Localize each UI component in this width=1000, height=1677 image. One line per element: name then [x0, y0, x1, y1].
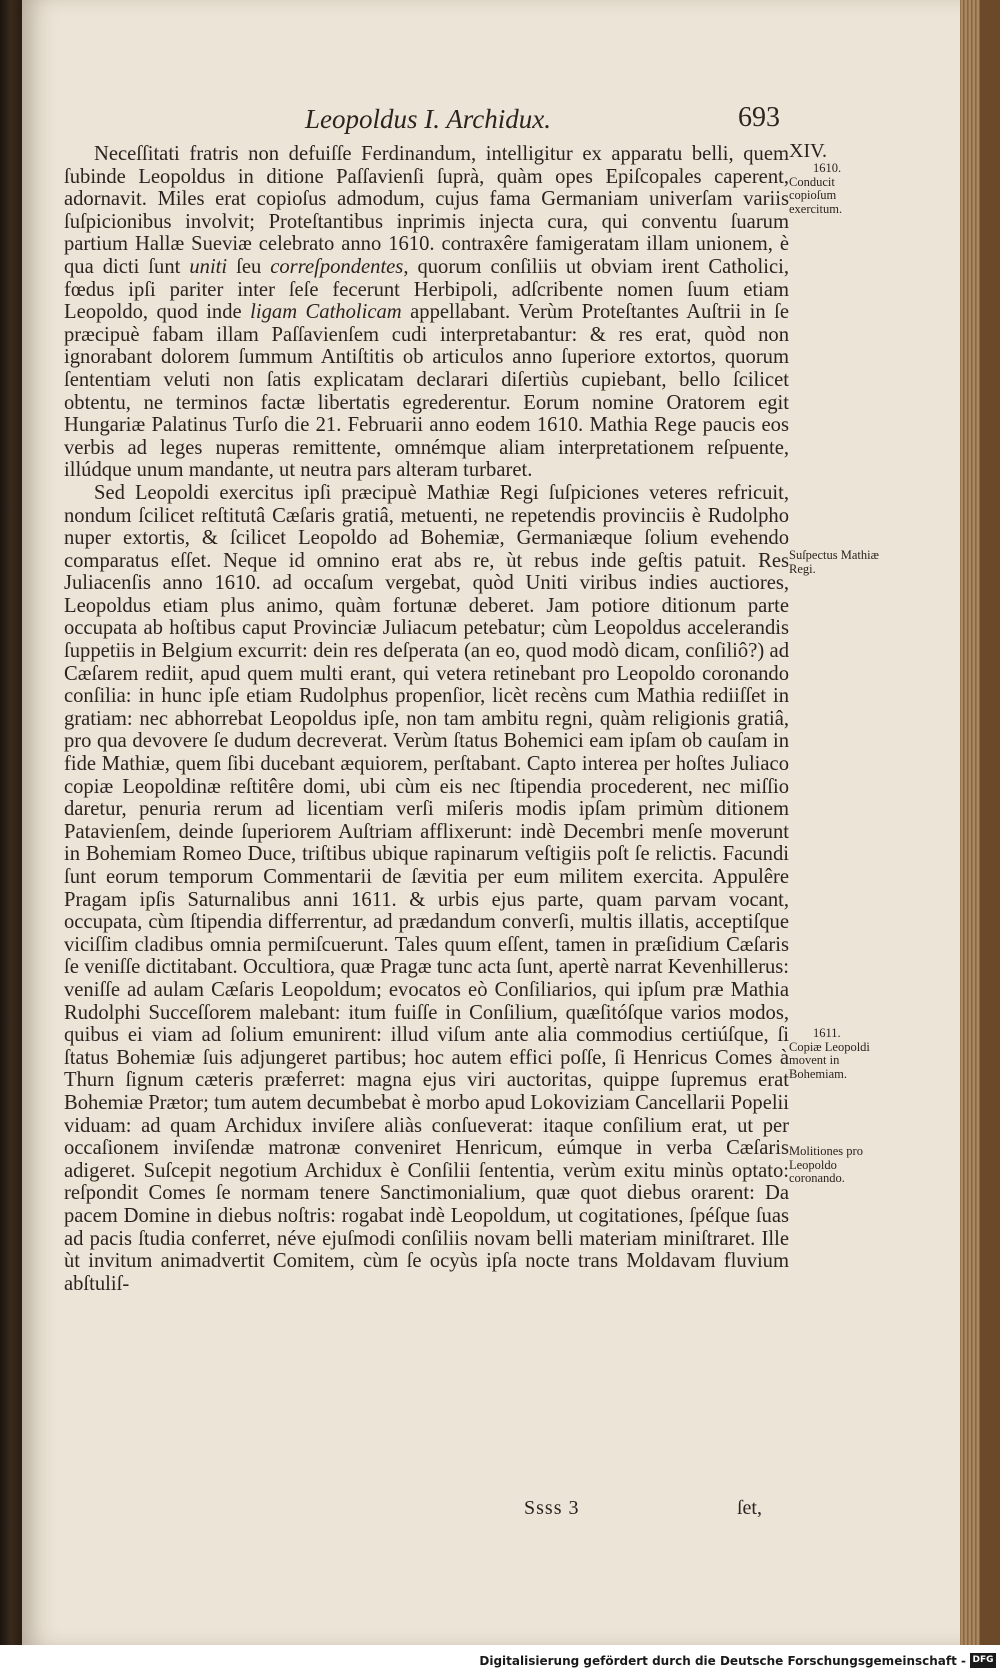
marginal-note-3 — [789, 1027, 879, 1081]
dfg-logo: DFG — [970, 1653, 996, 1668]
printer-signature: Ssss 3 — [524, 1497, 580, 1519]
marginal-note-2 — [789, 549, 879, 576]
paragraph-1 — [64, 143, 789, 482]
digitization-bar — [0, 1645, 1000, 1677]
marginal-year-1610: 1610. — [813, 161, 842, 175]
italic-term-ligam: ligam Catholicam — [250, 301, 402, 324]
running-title: Leopoldus I. Archidux. — [305, 104, 551, 134]
page-header — [0, 104, 1000, 144]
marginal-text-1: Conducit copioſum exercitum. — [789, 174, 843, 216]
italic-term-correspondentes: correſpondentes — [270, 255, 404, 278]
marginal-text-3: Copiæ Leopoldi movent in Bohemiam. — [789, 1039, 870, 1081]
chapter-number: XIV. — [789, 140, 827, 162]
paragraph-2: Sed Leopoldi exercitus ipſi præcipuè Mathiæ Regi ſuſpiciones veteres refricuit, nondum ſcilicet reſtitutâ Cæſaris gratiâ, metuenti, ne repetendis provinciis è Rudolpho nuper extortis, & ſcilicet Leopoldo ad Bohemiæ, Germaniæque ſolium evehendo comparatus eſſet. Neque id omnino erat abs re, ùt rebus inde geſtis patuit. Res Juliacenſis anno 1610. ad occaſum vergebat, quòd Uniti viribus indies auctiores, Leopoldus etiam plus animo, quàm fortunæ deberet. Jam potiore ditionum parte occupata ab hoſtibus caput Provinciæ Juliacum petebatur; cùm Leopoldus accelerandis ſuppetiis in Belgium excurrit: dein res deſperata (an eo, quod modò dicam, conſiliô?) ad Cæſarem rediit, apud quem multi erant, qui vetera retinebant pro Leopoldo coronando conſilia: in hunc ipſe etiam Rudolphus propenſior, licèt recèns cum Mathia rediiſſet in gratiam: nec abhorrebat Leopoldus ipſe, non tam ambitu regni, quàm religionis gratiâ, pro qua devovere ſe dudum decreverat. Verùm ſtatus Bohemici eam ipſam ob cauſam in fide Mathiæ, quem ſibi ducebant æquiorem, perſtabant. Capto interea per hoſtes Juliaco copiæ Leopoldinæ reſtitêre domi, ubi cùm eis nec ſtipendia procederent, nec miſſio daretur, penuria rerum ad licentiam verſi miſeris modis ipſam primùm ditionem Patavienſem, deinde ſuperiorem Auſtriam afflixerunt: indè Decembri menſe moverunt in Bohemiam Romeo Duce, triſtibus ubique rapinarum veſtigiis poſt ſe relictis. Facundi ſunt eorum temporum Commentarii de ſævitia per eum militem exercita. Appulêre Pragam ipſis Saturnalibus anni 1611. & urbis ejus parte, quam parvam vocant, occupata, cùm ſtipendia differrentur, ad prædandum converſi, multis illatis, acceptiſque viciſſim cladibus omnia permiſcuerunt. Tales quum eſſent, tamen in præſidium Cæſaris ſe veniſſe dictitabant. Occultiora, quæ Pragæ tunc acta ſunt, apertè narrat Kevenhillerus: veniſſe ad aulam Cæſaris Leopoldum; evocatos eò Conſiliarios, qui ipſum præ Mathia Rudolphi Succeſſorem malebant: itum fuiſſe in Conſilium, quæſitóſque varios modos, quibus ei viam ad ſolium emunirent: illud viſum ante alia commodius certiúſque, ſi ſtatus Bohemiæ ſuis adjungeret partibus; hoc autem effici poſſe, ſi Henricus Comes à Thurn ſignum cæteris præferret: magna ejus viri auctoritas, quippe ſupremus erat Bohemiæ Prætor; tum autem decumbebat è morbo apud Lokoviziam Cancellarii Popelii viduam: ad quam Archidux inviſere aliàs conſueverat: itaque conſilium erat, ut per occaſionem inviſendæ matronæ conveniret Henricum, eúmque in verba Cæſaris adigeret. Suſcepit negotium Archidux è Conſilii ſententia, verùm exitu minùs optato: reſpondit Comes ſe normam tenere Sanctimonialium, quæ quot diebus orarent: Da pacem Domine in diebus noſtris: rogabat indè Leopoldum, ut cogitationes, ſpéſque ſuas ad pacis ſtudia conferret, néve ejuſmodi conſiliis novam belli materiam miniſtraret. Ille ùt invitum animadvertit Comitem, cùm ſe ocyùs ipſa nocte trans Moldavam fluvium abſtuliſ- — [64, 481, 789, 1295]
marginal-text-2: Suſpectus Mathiæ Regi. — [789, 548, 879, 576]
page-number: 693 — [738, 102, 780, 133]
marginal-note-1 — [789, 140, 879, 216]
book-binding — [0, 0, 22, 1645]
catchword: ſet, — [737, 1497, 762, 1519]
main-text — [64, 143, 789, 1295]
paragraph-1-text-1: Neceſſitati fratris non defuiſſe Ferdinandum, intelligitur ex apparatu belli, quem ſubinde Leopoldus in ditione Paſſavienſi ſuprà, quàm opes Epiſcopales caperent, adornavit. Miles erat copioſus admodum, cujus fama Germaniam univerſam variis ſuſpicionibus involvit; Proteſtantibus inprimis injecta cura, qui conventu ſuarum partium Hallæ Sueviæ celebrato anno 1610. contraxêre famigeratam illam unionem, è qua dicti ſunt — [64, 143, 789, 278]
funding-credit: Digitalisierung gefördert durch die Deutsche Forschungsgemeinschaft - — [479, 1654, 966, 1668]
paragraph-1-text-4: appellabant. Verùm Proteſtantes Auſtrii in ſe præcipuè fabam illam Paſſavienſem cudi interpretabantur: & res erat, quòd non ignorabant dolorem ſummum Antiſtitis ob articulos anno ſuperiore extortos, quorum ſententiam veluti non ſatis explicatam declarari diſertiùs cupiebant, bello ſcilicet obtentu, ne terminos factæ libertatis egrederentur. Eorum nomine Oratorem egit Hungariæ Palatinus Turſo die 21. Februarii anno eodem 1610. Mathia Rege paucis eos verbis ad leges nuperas remittente, omnémque aliam interpretationem reſpuente, illúdque unum mandante, ut neutra pars alteram turbaret. — [64, 301, 789, 482]
italic-term-uniti: uniti — [189, 255, 228, 278]
page-edge — [960, 0, 980, 1645]
marginal-year-1611: 1611. — [813, 1026, 841, 1040]
paragraph-1-text-2: ſeu — [227, 255, 271, 278]
paragraph-1-text-3: , quorum conſiliis ut obviam irent Catholici, fœdus ipſi pariter inter ſeſe fecerunt Herbipoli, adſcribente nomen ſuum etiam Leopoldo, quod inde — [64, 255, 789, 324]
marginal-text-4: Molitiones pro Leopoldo coronando. — [789, 1144, 863, 1185]
marginal-note-4 — [789, 1145, 879, 1186]
